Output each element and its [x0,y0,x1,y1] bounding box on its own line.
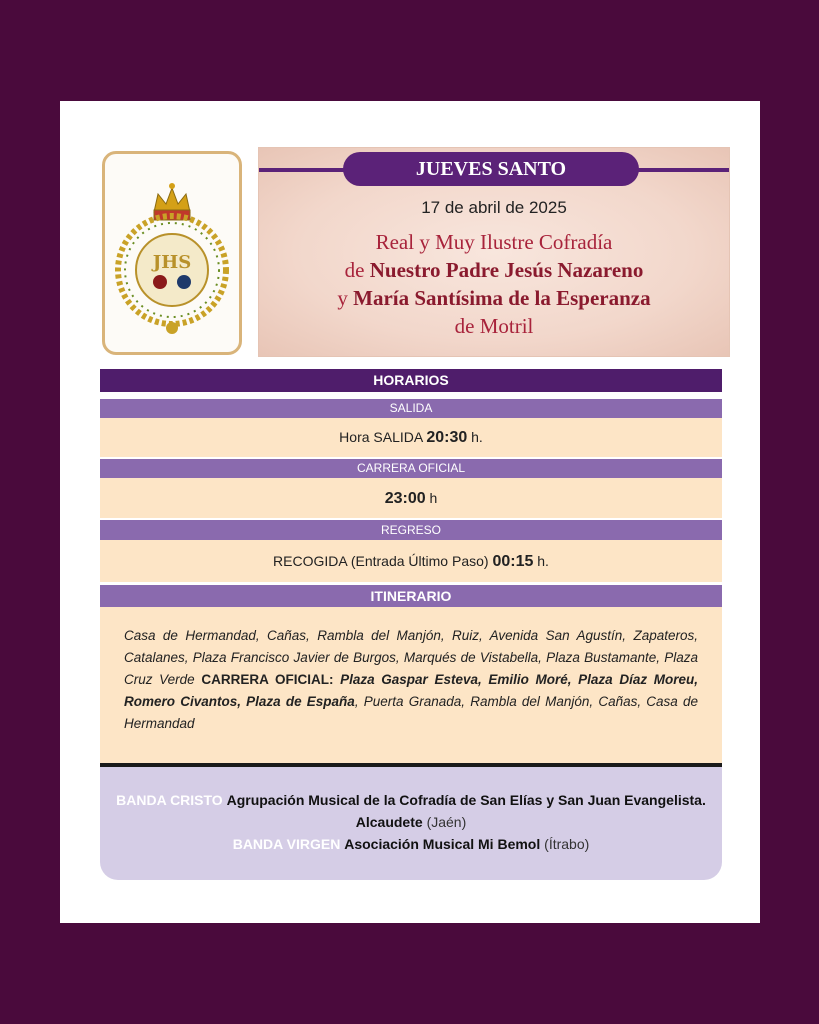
banda-virgen: BANDA VIRGEN Asociación Musical Mi Bemol (Ítrabo) [232,836,590,852]
bandas-section [100,767,722,880]
cofradia-line-1: Real y Muy Ilustre Cofradía [375,230,613,254]
itinerario-header: ITINERARIO [100,585,722,607]
cofradia-line-2: de Nuestro Padre Jesús Nazareno [344,258,644,282]
svg-text:JHS: JHS [152,252,192,273]
poster-card [60,101,760,923]
horarios-header: HORARIOS [100,369,722,392]
regreso-label: REGRESO [100,520,722,540]
salida-row: Hora SALIDA 20:30 h. [100,418,722,457]
title-panel [258,147,730,357]
brotherhood-crest-icon [110,168,234,338]
regreso-row: RECOGIDA (Entrada Último Paso) 00:15 h. [100,540,722,582]
date: 17 de abril de 2025 [421,198,567,217]
day-banner: JUEVES SANTO [343,152,639,186]
salida-label: SALIDA [100,399,722,418]
banda-cristo: BANDA CRISTO Agrupación Musical de la Cofradía de San Elías y San Juan Evangelista. Alcaudete (Jaén) [116,792,706,830]
cofradia-name [259,228,729,340]
carrera-label: CARRERA OFICIAL [100,459,722,478]
cofradia-line-4: de Motril [454,314,534,338]
brotherhood-crest [102,151,242,355]
cofradia-line-3: y María Santísima de la Esperanza [337,286,651,310]
itinerario-text: Casa de Hermandad, Cañas, Rambla del Manjón, Ruiz, Avenida San Agustín, Zapateros, Catalanes, Plaza Francisco Javier de Burgos, Marqués de Vistabella, Plaza Bustamante, Plaza Cruz Verde CARRERA OFICIAL: Plaza Gaspar Esteva, Emilio Moré, Plaza Díaz Moreu, Romero Civantos, Plaza de España, Puerta Granada, Rambla del Manjón, Cañas, Casa de Hermandad [100,607,722,763]
carrera-row: 23:00 h [100,478,722,518]
